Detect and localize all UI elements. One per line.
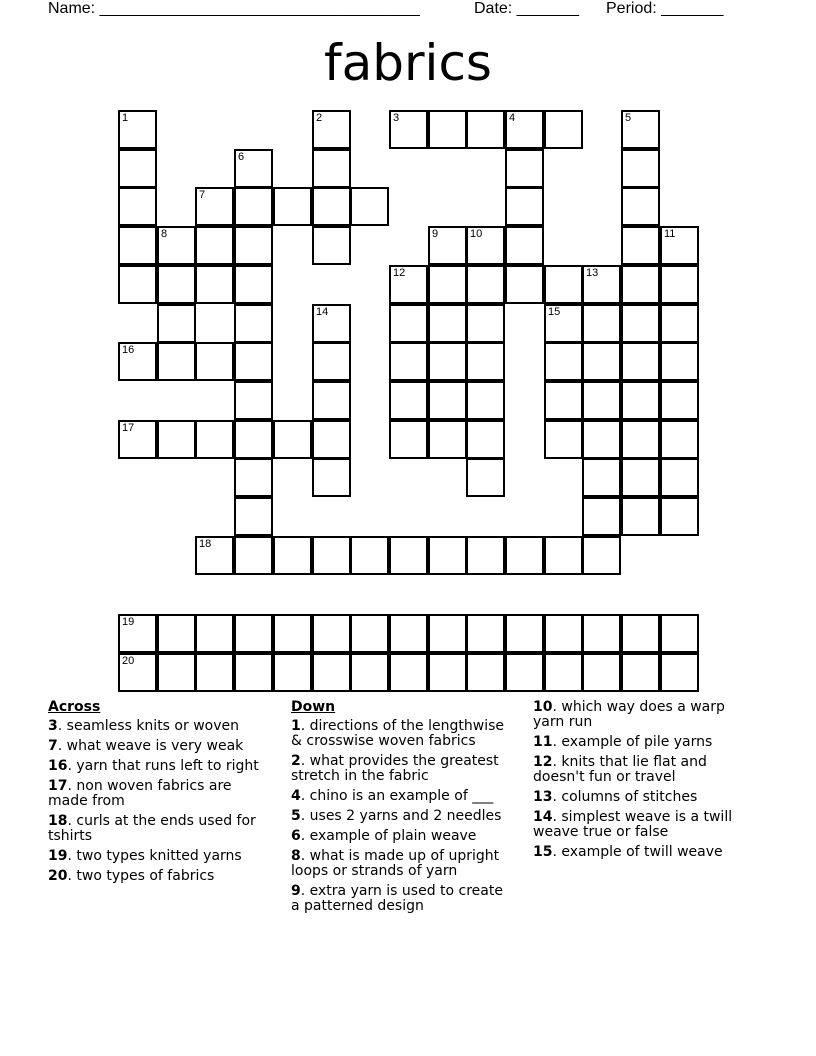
grid-cell[interactable] [466, 653, 505, 692]
grid-cell[interactable] [195, 653, 234, 692]
grid-cell[interactable] [621, 187, 660, 226]
clue-text: two types knitted yarns [76, 848, 242, 864]
grid-cell[interactable] [195, 420, 234, 459]
clue-number: 12 [393, 267, 406, 279]
grid-cell[interactable] [582, 304, 621, 343]
grid-cell[interactable] [234, 149, 273, 188]
grid-cell[interactable] [389, 110, 428, 149]
clue-number: 6 [291, 828, 301, 844]
grid-cell[interactable] [118, 420, 157, 459]
grid-cell[interactable] [389, 614, 428, 653]
grid-cell[interactable] [312, 110, 351, 149]
clue-item: 2. what provides the greatest stretch in the fabric [291, 753, 499, 784]
grid-cell[interactable] [350, 536, 389, 575]
grid-cell[interactable] [195, 614, 234, 653]
grid-cell[interactable] [312, 187, 351, 226]
clue-number: 16 [48, 758, 68, 774]
grid-cell[interactable] [350, 653, 389, 692]
grid-cell[interactable] [660, 458, 699, 497]
clue-number: 15 [548, 306, 561, 318]
clue-item: 9. extra yarn is used to create a patterned design [291, 883, 503, 914]
period-field[interactable]: Period: _______ [606, 0, 724, 17]
grid-cell[interactable] [544, 614, 583, 653]
clue-text: what weave is very weak [66, 738, 244, 754]
name-field[interactable]: Name: ____________________________________ [48, 0, 420, 17]
grid-cell[interactable] [350, 187, 389, 226]
grid-cell[interactable] [234, 614, 273, 653]
clue-text: directions of the lengthwise & crosswise woven fabrics [291, 718, 504, 749]
grid-cell[interactable] [466, 342, 505, 381]
clue-item: 5. uses 2 yarns and 2 needles [291, 808, 502, 824]
grid-cell[interactable] [312, 304, 351, 343]
clue-number: 13 [586, 267, 599, 279]
grid-cell[interactable] [428, 265, 467, 304]
clue-item: 11. example of pile yarns [533, 734, 713, 750]
grid-cell[interactable] [312, 149, 351, 188]
grid-cell[interactable] [195, 187, 234, 226]
clue-item: 7. what weave is very weak [48, 738, 244, 754]
clue-number: 3 [393, 112, 400, 124]
clue-item: 19. two types knitted yarns [48, 848, 242, 864]
grid-cell[interactable] [234, 187, 273, 226]
grid-cell[interactable] [312, 614, 351, 653]
clue-item: 6. example of plain weave [291, 828, 477, 844]
grid-cell[interactable] [582, 614, 621, 653]
grid-cell[interactable] [582, 653, 621, 692]
grid-cell[interactable] [273, 187, 312, 226]
clue-item: 4. chino is an example of ___ [291, 788, 494, 804]
grid-cell[interactable] [505, 536, 544, 575]
across-list [48, 719, 273, 884]
grid-cell[interactable] [234, 536, 273, 575]
grid-cell[interactable] [118, 614, 157, 653]
grid-cell[interactable] [157, 265, 196, 304]
grid-cell[interactable] [544, 536, 583, 575]
grid-cell[interactable] [544, 265, 583, 304]
grid-cell[interactable] [234, 420, 273, 459]
clue-item: 3. seamless knits or woven [48, 718, 239, 734]
grid-cell[interactable] [389, 420, 428, 459]
grid-cell[interactable] [118, 149, 157, 188]
down-heading: Down [291, 699, 336, 715]
puzzle-title: fabrics [324, 34, 492, 92]
grid-cell[interactable] [466, 614, 505, 653]
grid-cell[interactable] [428, 110, 467, 149]
clue-number: 18 [48, 813, 68, 829]
clue-item: 10. which way does a warp yarn run [533, 699, 725, 730]
grid-cell[interactable] [389, 653, 428, 692]
grid-cell[interactable] [195, 536, 234, 575]
grid-cell[interactable] [389, 381, 428, 420]
clue-item: 12. knits that lie flat and doesn't fun or travel [533, 754, 707, 785]
grid-cell[interactable] [660, 420, 699, 459]
clue-number: 20 [48, 868, 68, 884]
grid-cell[interactable] [234, 226, 273, 265]
grid-cell[interactable] [621, 342, 660, 381]
grid-cell[interactable] [621, 381, 660, 420]
clue-number: 8 [161, 228, 168, 240]
grid-cell[interactable] [273, 614, 312, 653]
grid-cell[interactable] [544, 304, 583, 343]
grid-cell[interactable] [273, 420, 312, 459]
clue-number: 14 [316, 306, 329, 318]
down-clues [291, 700, 511, 919]
clue-number: 20 [122, 655, 135, 667]
clue-item: 20. two types of fabrics [48, 868, 215, 884]
clue-number: 4 [509, 112, 516, 124]
grid-cell[interactable] [621, 304, 660, 343]
clue-number: 5 [625, 112, 632, 124]
clue-text: example of plain weave [309, 828, 477, 844]
grid-cell[interactable] [466, 536, 505, 575]
grid-cell[interactable] [660, 614, 699, 653]
clue-text: seamless knits or woven [66, 718, 239, 734]
clue-number: 16 [122, 344, 135, 356]
clue-item: 16. yarn that runs left to right [48, 758, 259, 774]
grid-cell[interactable] [466, 458, 505, 497]
grid-cell[interactable] [389, 536, 428, 575]
grid-cell[interactable] [195, 265, 234, 304]
grid-cell[interactable] [157, 226, 196, 265]
clue-number: 15 [533, 844, 553, 860]
clue-item: 14. simplest weave is a twill weave true or false [533, 809, 733, 840]
grid-cell[interactable] [157, 653, 196, 692]
grid-cell[interactable] [234, 497, 273, 536]
clue-item: 15. example of twill weave [533, 844, 723, 860]
grid-cell[interactable] [505, 265, 544, 304]
grid-cell[interactable] [312, 536, 351, 575]
grid-cell[interactable] [582, 342, 621, 381]
grid-cell[interactable] [389, 304, 428, 343]
clue-text: what is made up of upright loops or strands of yarn [291, 848, 500, 879]
grid-cell[interactable] [505, 653, 544, 692]
clue-number: 1 [291, 718, 301, 734]
clue-text: chino is an example of ___ [309, 788, 494, 804]
grid-cell[interactable] [544, 110, 583, 149]
clue-text: knits that lie flat and doesn't fun or travel [533, 754, 707, 785]
grid-cell[interactable] [660, 265, 699, 304]
clue-number: 10 [533, 699, 553, 715]
grid-cell[interactable] [389, 342, 428, 381]
grid-cell[interactable] [428, 614, 467, 653]
clue-number: 19 [48, 848, 68, 864]
across-clues [48, 700, 273, 889]
date-field[interactable]: Date: _______ [474, 0, 579, 17]
clue-item: 1. directions of the lengthwise & crosswise woven fabrics [291, 718, 504, 749]
clue-number: 2 [291, 753, 301, 769]
clue-text: yarn that runs left to right [76, 758, 259, 774]
grid-cell[interactable] [621, 614, 660, 653]
clue-text: non woven fabrics are made from [48, 778, 232, 809]
grid-cell[interactable] [621, 265, 660, 304]
grid-cell[interactable] [660, 497, 699, 536]
clue-number: 3 [48, 718, 58, 734]
clue-text: curls at the ends used for tshirts [48, 813, 256, 844]
clue-text: example of twill weave [561, 844, 723, 860]
clue-text: extra yarn is used to create a patterned design [291, 883, 503, 914]
grid-cell[interactable] [118, 226, 157, 265]
grid-cell[interactable] [234, 304, 273, 343]
grid-cell[interactable] [428, 381, 467, 420]
grid-cell[interactable] [312, 458, 351, 497]
grid-cell[interactable] [428, 653, 467, 692]
grid-cell[interactable] [118, 265, 157, 304]
grid-cell[interactable] [621, 149, 660, 188]
clue-number: 1 [122, 112, 129, 124]
across-heading: Across [48, 699, 101, 715]
grid-cell[interactable] [582, 458, 621, 497]
grid-cell[interactable] [428, 304, 467, 343]
clue-text: two types of fabrics [76, 868, 215, 884]
grid-cell[interactable] [118, 342, 157, 381]
grid-cell[interactable] [118, 187, 157, 226]
grid-cell[interactable] [466, 226, 505, 265]
grid-cell[interactable] [157, 614, 196, 653]
grid-cell[interactable] [312, 653, 351, 692]
clue-number: 13 [533, 789, 553, 805]
grid-cell[interactable] [273, 653, 312, 692]
grid-cell[interactable] [582, 497, 621, 536]
grid-cell[interactable] [505, 110, 544, 149]
grid-cell[interactable] [157, 420, 196, 459]
clue-number: 17 [122, 422, 135, 434]
clue-number: 12 [533, 754, 553, 770]
grid-cell[interactable] [466, 381, 505, 420]
grid-cell[interactable] [466, 110, 505, 149]
clue-text: simplest weave is a twill weave true or false [533, 809, 733, 840]
grid-cell[interactable] [234, 381, 273, 420]
grid-cell[interactable] [312, 381, 351, 420]
grid-cell[interactable] [428, 226, 467, 265]
grid-cell[interactable] [195, 342, 234, 381]
clue-text: which way does a warp yarn run [533, 699, 725, 730]
grid-cell[interactable] [118, 653, 157, 692]
clue-number: 19 [122, 616, 135, 628]
clue-number: 7 [199, 189, 206, 201]
grid-cell[interactable] [621, 653, 660, 692]
grid-cell[interactable] [466, 304, 505, 343]
grid-cell[interactable] [660, 653, 699, 692]
grid-cell[interactable] [118, 110, 157, 149]
grid-cell[interactable] [312, 226, 351, 265]
grid-cell[interactable] [312, 342, 351, 381]
grid-cell[interactable] [544, 653, 583, 692]
grid-cell[interactable] [621, 110, 660, 149]
clue-number: 14 [533, 809, 553, 825]
grid-cell[interactable] [234, 458, 273, 497]
clue-text: what provides the greatest stretch in the fabric [291, 753, 499, 784]
clue-number: 9 [432, 228, 439, 240]
clue-number: 10 [470, 228, 483, 240]
grid-cell[interactable] [505, 226, 544, 265]
grid-cell[interactable] [466, 265, 505, 304]
grid-cell[interactable] [195, 226, 234, 265]
grid-cell[interactable] [621, 497, 660, 536]
clue-item: 8. what is made up of upright loops or strands of yarn [291, 848, 500, 879]
grid-cell[interactable] [621, 458, 660, 497]
grid-cell[interactable] [273, 536, 312, 575]
grid-cell[interactable] [660, 381, 699, 420]
clue-number: 5 [291, 808, 301, 824]
grid-cell[interactable] [582, 420, 621, 459]
down-list-continued [533, 700, 743, 860]
clue-item: 18. curls at the ends used for tshirts [48, 813, 256, 844]
clue-number: 9 [291, 883, 301, 899]
grid-cell[interactable] [466, 420, 505, 459]
grid-cell[interactable] [544, 342, 583, 381]
grid-cell[interactable] [157, 342, 196, 381]
grid-cell[interactable] [660, 304, 699, 343]
grid-cell[interactable] [428, 342, 467, 381]
grid-cell[interactable] [621, 226, 660, 265]
clue-number: 11 [664, 228, 676, 240]
grid-cell[interactable] [582, 536, 621, 575]
clue-number: 17 [48, 778, 68, 794]
grid-cell[interactable] [234, 265, 273, 304]
clue-number: 2 [316, 112, 323, 124]
grid-cell[interactable] [389, 265, 428, 304]
clue-number: 11 [533, 734, 553, 750]
down-list [291, 719, 511, 914]
grid-cell[interactable] [582, 265, 621, 304]
down-clues-continued [533, 700, 743, 865]
clue-number: 7 [48, 738, 58, 754]
clue-text: uses 2 yarns and 2 needles [309, 808, 502, 824]
grid-cell[interactable] [234, 342, 273, 381]
clue-text: example of pile yarns [561, 734, 713, 750]
grid-cell[interactable] [505, 614, 544, 653]
clue-item: 13. columns of stitches [533, 789, 698, 805]
grid-cell[interactable] [428, 420, 467, 459]
grid-cell[interactable] [312, 420, 351, 459]
grid-cell[interactable] [428, 536, 467, 575]
grid-cell[interactable] [582, 381, 621, 420]
clue-item: 17. non woven fabrics are made from [48, 778, 232, 809]
grid-cell[interactable] [157, 304, 196, 343]
grid-cell[interactable] [544, 381, 583, 420]
grid-cell[interactable] [505, 187, 544, 226]
grid-cell[interactable] [660, 342, 699, 381]
clue-number: 6 [238, 151, 245, 163]
grid-cell[interactable] [505, 149, 544, 188]
grid-cell[interactable] [544, 420, 583, 459]
grid-cell[interactable] [234, 653, 273, 692]
clue-number: 18 [199, 538, 212, 550]
grid-cell[interactable] [350, 614, 389, 653]
clue-number: 4 [291, 788, 301, 804]
grid-cell[interactable] [621, 420, 660, 459]
clue-text: columns of stitches [561, 789, 698, 805]
clue-number: 8 [291, 848, 301, 864]
grid-cell[interactable] [660, 226, 699, 265]
